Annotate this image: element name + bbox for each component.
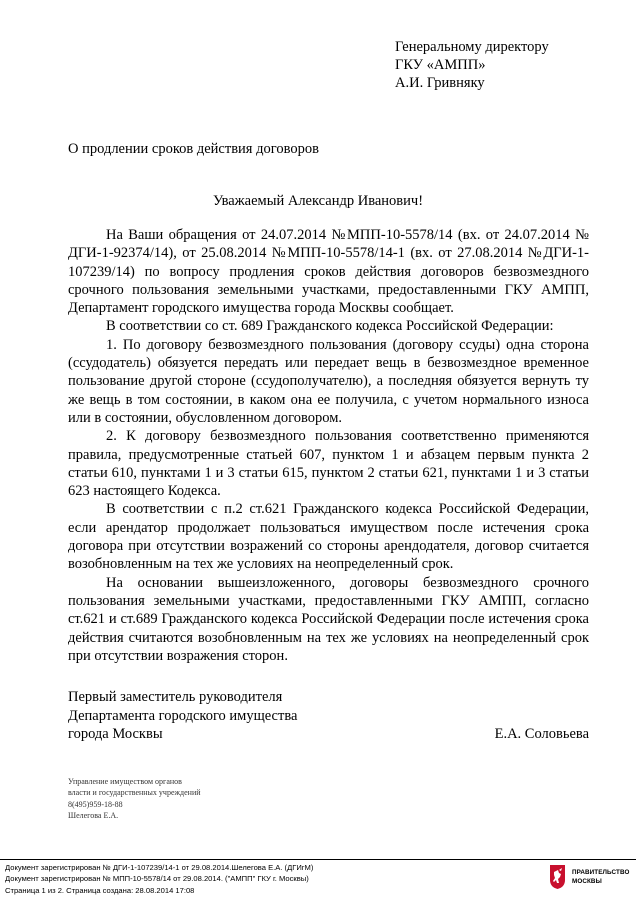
signatory-name: Е.А. Соловьева [494,726,589,742]
executor-block [68,776,201,821]
government-logo [549,864,629,890]
registration-stamp [5,862,313,896]
body-paragraph: 2. К договору безвозмездного пользования соответственно применяются правила, предусмотренные статьей 607, пунктом 1 и абзацем первым пункта 2 статьи 610, пунктами 1 и 3 статьи 615, пунктом 2 статьи 621, пунктами 1 и 3 статьи 623 настоящего Кодекса. [68,428,589,500]
body-paragraph: На Ваши обращения от 24.07.2014 №МПП-10-5578/14 (вх. от 24.07.2014 № ДГИ-1-92374/14), от 25.08.2014 №МПП-10-5578/14-1 (вх. от 27.08.2014 №ДГИ-1-107239/14) по вопросу продления сроков действия договоров безвозмездного срочного пользования земельными участками, предоставленными ГКУ АМПП, Департамент городского имущества города Москвы сообщает. [68,227,589,317]
signatory-position-line: Первый заместитель руководителя [68,689,283,705]
executor-department: Управление имуществом органов [68,777,182,786]
addressee-line: Генеральному директору [395,39,549,55]
letter-subject: О продлении сроков действия договоров [68,141,319,157]
moscow-coat-of-arms-icon [549,864,566,890]
page-info: Страница 1 из 2. Страница создана: 28.08.2014 17:08 [5,885,195,895]
brand-line: МОСКВЫ [572,878,602,885]
body-paragraph: На основании вышеизложенного, договоры безвозмездного срочного пользования земельными участками, предоставленными ГКУ АМПП, согласно ст.621 и ст.689 Гражданского кодекса Российской Федерации после истечения срока действия считаются возобновленным на тех же условиях на неопределенный срок при отсутствии возражения сторон. [68,574,589,664]
letter-greeting: Уважаемый Александр Иванович! [212,193,424,209]
body-paragraph: В соответствии с п.2 ст.621 Гражданского кодекса Российской Федерации, если арендатор продолжает пользоваться имуществом после истечения срока договора при отсутствии возражений со стороны арендодателя, договор считается возобновленным на тех же условиях на неопределенный срок. [68,501,589,573]
signature-row [68,725,589,744]
registration-line: Документ зарегистрирован № МПП-10-5578/14 от 29.08.2014. ("АМПП" ГКУ г. Москвы) [5,874,309,884]
signatory-position-line: города Москвы [68,726,163,742]
executor-phone: 8(495)959-18-88 [68,799,123,809]
registration-line: Документ зарегистрирован № ДГИ-1-107239/14-1 от 29.08.2014.Шелегова Е.А. (ДГИгМ) [5,863,314,872]
executor-name: Шелегова Е.А. [68,810,119,820]
brand-text [572,868,629,886]
signatory-position-line: Департамента городского имущества [68,707,298,724]
brand-line: ПРАВИТЕЛЬСТВО [572,869,630,876]
body-paragraph: 1. По договору безвозмездного пользования (договору ссуды) одна сторона (ссудодатель) обязуется передать или передает вещь в безвозмездное временное пользование другой стороне (ссудополучателю), а последняя обязуется вернуть ту же вещь в том состоянии, в каком она ее получила, с учетом нормального износа или в состоянии, обусловленном договором. [68,336,589,426]
addressee-line: ГКУ «АМПП» [395,57,486,73]
executor-department: власти и государственных учреждений [68,788,201,798]
addressee-block [395,38,549,92]
footer-divider [0,859,636,860]
body-paragraph: В соответствии со ст. 689 Гражданского кодекса Российской Федерации: [106,318,554,335]
letter-body [68,226,589,665]
signature-block [68,688,589,744]
addressee-line: А.И. Гривняку [395,75,485,91]
